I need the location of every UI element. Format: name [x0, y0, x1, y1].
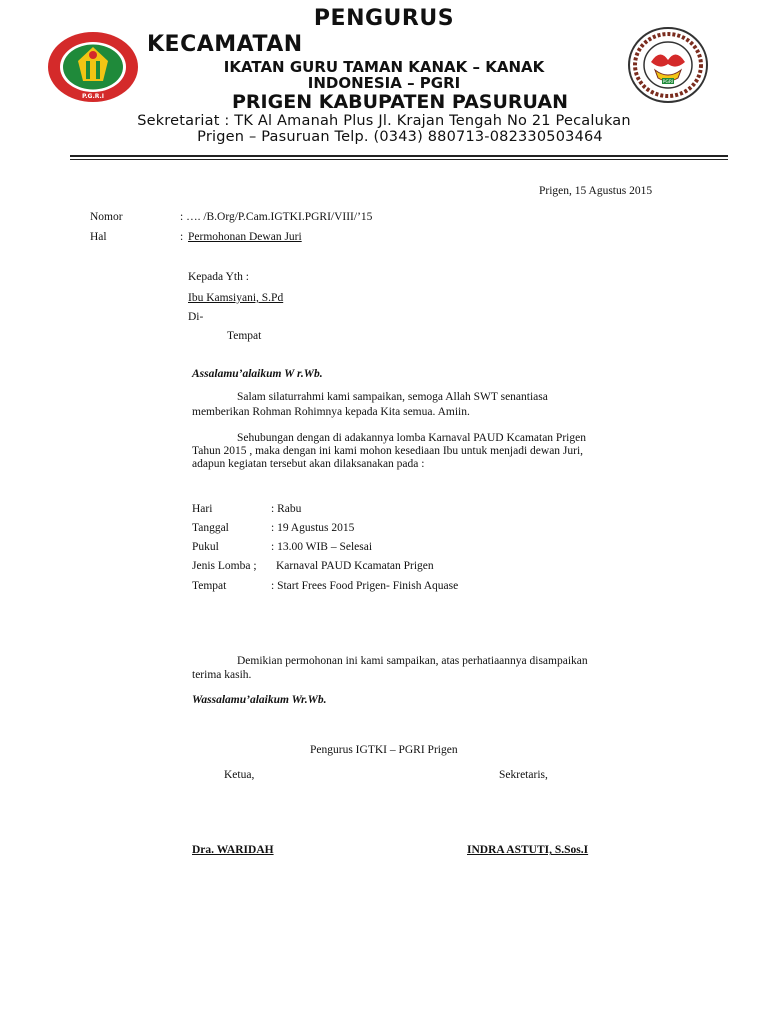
letter-date: Prigen, 15 Agustus 2015 [539, 185, 653, 197]
header-divider-thin [70, 159, 728, 160]
nomor-label: Nomor [90, 211, 123, 223]
detail-pukul-value: : 13.00 WIB – Selesai [271, 541, 373, 553]
recipient-name: Ibu Kamsiyani, S.Pd [188, 292, 284, 304]
header-title-pengurus: PENGURUS [313, 6, 455, 31]
di-label: Di- [188, 311, 204, 323]
closing-salam: Wassalamu’alaikum Wr.Wb. [192, 694, 327, 706]
ketua-name: Dra. WARIDAH [192, 844, 274, 856]
para1-line2: memberikan Rohman Rohimnya kepada Kita semua. Amiin. [192, 406, 470, 418]
kepada-yth: Kepada Yth : [188, 271, 249, 283]
para2-line3: adapun kegiatan tersebut akan dilaksanakan pada : [192, 458, 425, 470]
detail-hari-label: Hari [192, 503, 213, 515]
hal-colon: : [180, 231, 184, 243]
pgri-logo-text: P.G.R.I [81, 93, 105, 100]
greeting: Assalamu’alaikum W r.Wb. [192, 368, 323, 380]
header-region: PRIGEN KABUPATEN PASURUAN [232, 91, 568, 113]
para1-line1: Salam silaturrahmi kami sampaikan, semoga Allah SWT senantiasa [237, 391, 548, 403]
closing-line2: terima kasih. [192, 669, 252, 681]
detail-jenis-label: Jenis Lomba ; [192, 560, 257, 572]
header-address: Sekretariat : TK Al Amanah Plus Jl. Krajan Tengah No 21 Pecalukan [137, 113, 631, 129]
header-title-kecamatan: KECAMATAN [147, 32, 303, 57]
igtki-badge-text: PGRI [662, 80, 674, 85]
detail-tempat-label: Tempat [192, 580, 227, 592]
header-divider-thick [70, 155, 728, 157]
tempat-label: Tempat [227, 330, 262, 342]
signature-org: Pengurus IGTKI – PGRI Prigen [310, 744, 458, 756]
detail-jenis-value: Karnaval PAUD Kcamatan Prigen [276, 560, 434, 572]
header-phone: Prigen – Pasuruan Telp. (0343) 880713-082330503464 [197, 129, 603, 145]
closing-line1: Demikian permohonan ini kami sampaikan, atas perhatiaannya disampaikan [237, 655, 588, 667]
detail-tanggal-label: Tanggal [192, 522, 229, 534]
ketua-label: Ketua, [224, 769, 255, 781]
hal-value: Permohonan Dewan Juri [188, 231, 302, 243]
detail-tanggal-value: : 19 Agustus 2015 [271, 522, 355, 534]
detail-hari-value: : Rabu [271, 503, 302, 515]
sekretaris-name: INDRA ASTUTI, S.Sos.I [467, 844, 589, 856]
header-org-name-2: INDONESIA – PGRI [307, 74, 461, 92]
detail-pukul-label: Pukul [192, 541, 219, 553]
para2-line1: Sehubungan dengan di adakannya lomba Karnaval PAUD Kcamatan Prigen [237, 432, 586, 444]
header-org-name: IKATAN GURU TAMAN KANAK – KANAK [223, 58, 545, 76]
sekretaris-label: Sekretaris, [499, 769, 548, 781]
nomor-value: : …. /B.Org/P.Cam.IGTKI.PGRI/VIII/’15 [180, 211, 373, 223]
detail-tempat-value: : Start Frees Food Prigen- Finish Aquase [271, 580, 459, 592]
hal-label: Hal [90, 231, 107, 243]
para2-line2: Tahun 2015 , maka dengan ini kami mohon kesediaan Ibu untuk menjadi dewan Juri, [192, 445, 584, 457]
